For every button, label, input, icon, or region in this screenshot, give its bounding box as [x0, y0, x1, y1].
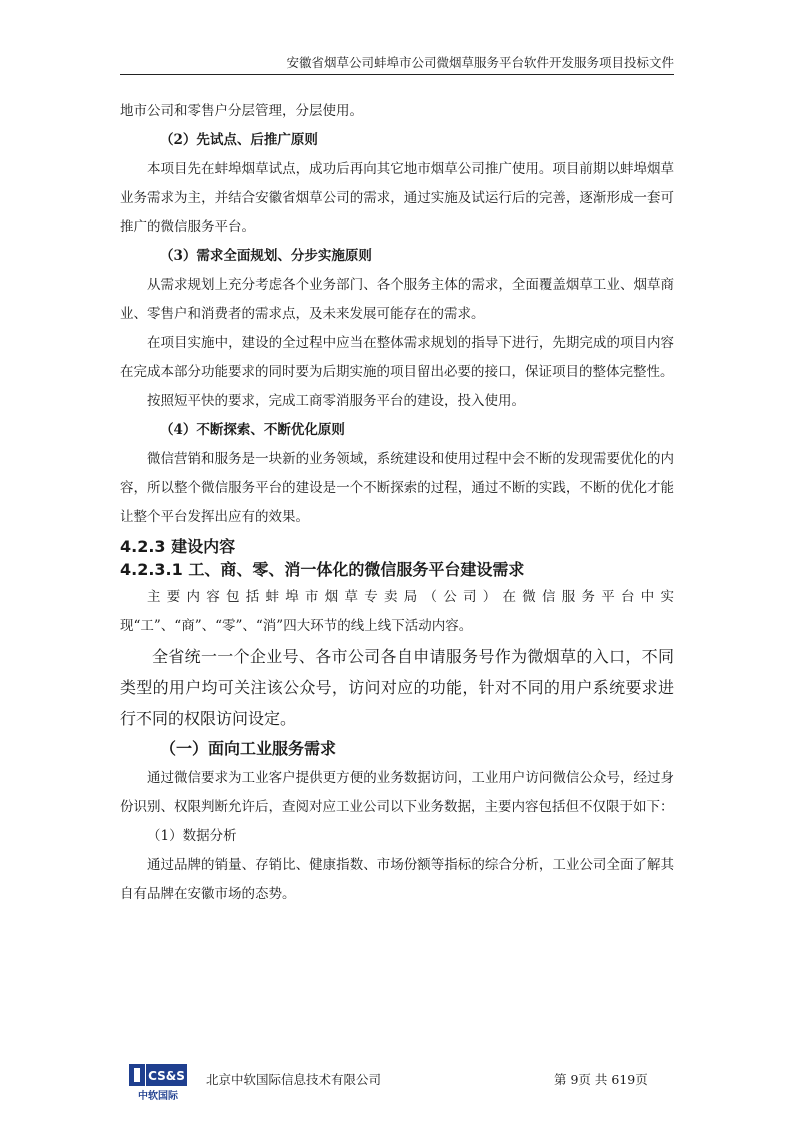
- principle-heading-2: （2）先试点、后推广原则: [160, 132, 318, 148]
- paragraph: 通过微信要求为工业客户提供更方便的业务数据访问，工业用户访问微信公众号，经过身份识别、权限判断允许后，查阅对应工业公司以下业务数据，主要内容包括但不仅限于如下：: [120, 770, 674, 815]
- page-footer: [120, 1062, 674, 1102]
- header-rule: [120, 74, 674, 75]
- paragraph: 按照短平快的要求，完成工商零消服务平台的建设，投入使用。: [147, 393, 525, 409]
- paragraph: 主要内容包括蚌埠市烟草专卖局（公司）在微信服务平台中实现“工”、“商”、“零”、“消”四大环节的线上线下活动内容。: [120, 589, 674, 634]
- paragraph: 从需求规划上充分考虑各个业务部门、各个服务主体的需求，全面覆盖烟草工业、烟草商业、零售户和消费者的需求点，及未来发展可能存在的需求。: [120, 277, 674, 322]
- paragraph: 本项目先在蚌埠烟草试点，成功后再向其它地市烟草公司推广使用。项目前期以蚌埠烟草业务需求为主，并结合安徽省烟草公司的需求，通过实施及试运行后的完善，逐渐形成一套可推广的微信服务平台。: [120, 161, 674, 235]
- paragraph: 通过品牌的销量、存销比、健康指数、市场份额等指标的综合分析，工业公司全面了解其自有品牌在安徽市场的态势。: [120, 857, 674, 902]
- principle-heading-4: （4）不断探索、不断优化原则: [160, 422, 345, 438]
- section-heading-4-2-3-1: 4.2.3.1 工、商、零、消一体化的微信服务平台建设需求: [120, 560, 525, 579]
- section-heading-4-2-3: 4.2.3 建设内容: [120, 537, 236, 556]
- paragraph: 地市公司和零售户分层管理，分层使用。: [120, 103, 363, 119]
- industry-service-heading: （一）面向工业服务需求: [160, 739, 337, 758]
- document-body: [120, 97, 674, 909]
- logo-text-bottom: 中软国际: [138, 1091, 178, 1102]
- logo-text-top: CS&S: [148, 1069, 185, 1083]
- principle-heading-3: （3）需求全面规划、分步实施原则: [160, 248, 372, 264]
- paragraph: 微信营销和服务是一块新的业务领域，系统建设和使用过程中会不断的发现需要优化的内容，所以整个微信服务平台的建设是一个不断探索的过程，通过不断的实践，不断的优化才能让整个平台发挥出应有的效果。: [120, 451, 674, 525]
- footer-company: 北京中软国际信息技术有限公司: [206, 1072, 382, 1087]
- paragraph-large: 全省统一一个企业号、各市公司各自申请服务号作为微烟草的入口，不同类型的用户均可关注该公众号，访问对应的功能，针对不同的用户系统要求进行不同的权限访问设定。: [120, 647, 674, 728]
- list-item-data-analysis: （1）数据分析: [147, 828, 237, 844]
- page-header: 安徽省烟草公司蚌埠市公司微烟草服务平台软件开发服务项目投标文件: [286, 55, 674, 70]
- page-number: 第 9页 共 619页: [554, 1072, 648, 1087]
- company-logo: [129, 1062, 187, 1102]
- paragraph: 在项目实施中，建设的全过程中应当在整体需求规划的指导下进行，先期完成的项目内容在完成本部分功能要求的同时要为后期实施的项目留出必要的接口，保证项目的整体完整性。: [120, 335, 674, 380]
